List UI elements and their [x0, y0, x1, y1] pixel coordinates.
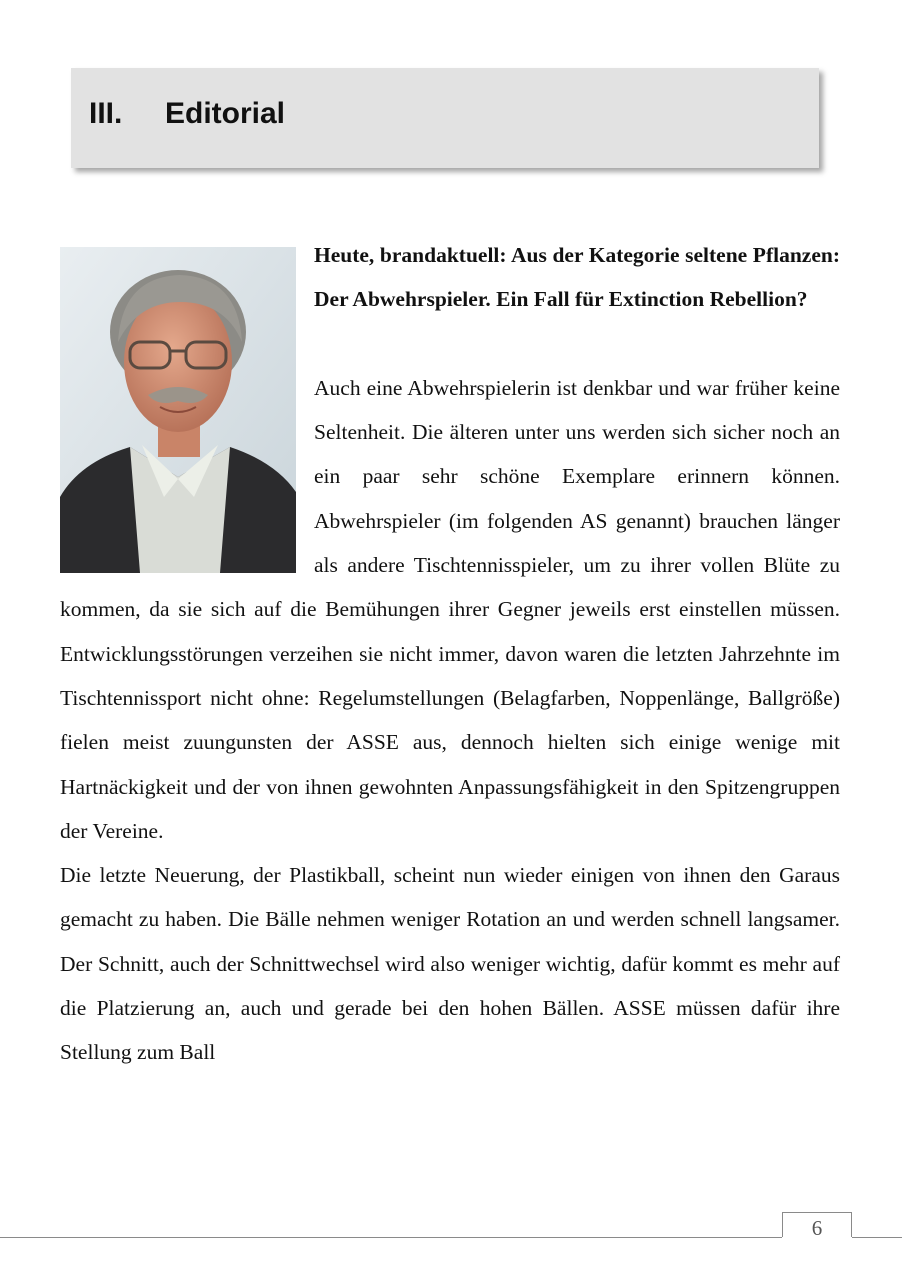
section-heading	[89, 96, 285, 132]
article-body	[60, 233, 840, 1075]
page-number: 6	[782, 1212, 852, 1237]
section-title: Editorial	[165, 97, 286, 130]
footer-rule-right	[852, 1237, 902, 1238]
article-lead: Heute, brandaktuell: Aus der Kategorie seltene Pflanzen: Der Abwehrspieler. Ein Fall für Extinction Rebellion?	[314, 243, 840, 312]
section-number: III.	[89, 97, 123, 130]
author-portrait-photo	[60, 247, 296, 573]
article-paragraph-2: Die letzte Neuerung, der Plastikball, scheint nun wieder einigen von ihnen den Garaus gemacht zu haben. Die Bälle nehmen weniger Rotation an und werden schnell langsamer. Der Schnitt, auch der Schnittwechsel wird also weniger wichtig, dafür kommt es mehr auf die Platzierung an, auch und gerade bei den hohen Bällen. ASSE müssen dafür ihre Stellung zum Ball	[60, 863, 840, 1065]
footer-rule-left	[0, 1237, 782, 1238]
section-header-box	[71, 68, 819, 168]
article-paragraph-1: Auch eine Abwehrspielerin ist denkbar und war früher keine Seltenheit. Die älteren unter uns werden sich sicher noch an ein paar sehr schöne Exemplare erinnern können. Abwehrspieler (im folgenden AS genannt) brauchen länger als andere Tischtennisspieler, um zu ihrer vollen Blüte zu kommen, da sie sich auf die Bemühungen ihrer Gegner jeweils erst einstellen müssen. Entwicklungsstörungen verzeihen sie nicht immer, davon waren die letzten Jahrzehnte im Tischtennissport nicht ohne: Regelumstellungen (Belagfarben, Noppenlänge, Ballgröße) fielen meist zuungunsten der ASSE aus, dennoch hielten sich einige wenige mit Hartnäckigkeit und der von ihnen gewohnten Anpassungsfähigkeit in den Spitzengruppen der Vereine.	[60, 375, 840, 843]
